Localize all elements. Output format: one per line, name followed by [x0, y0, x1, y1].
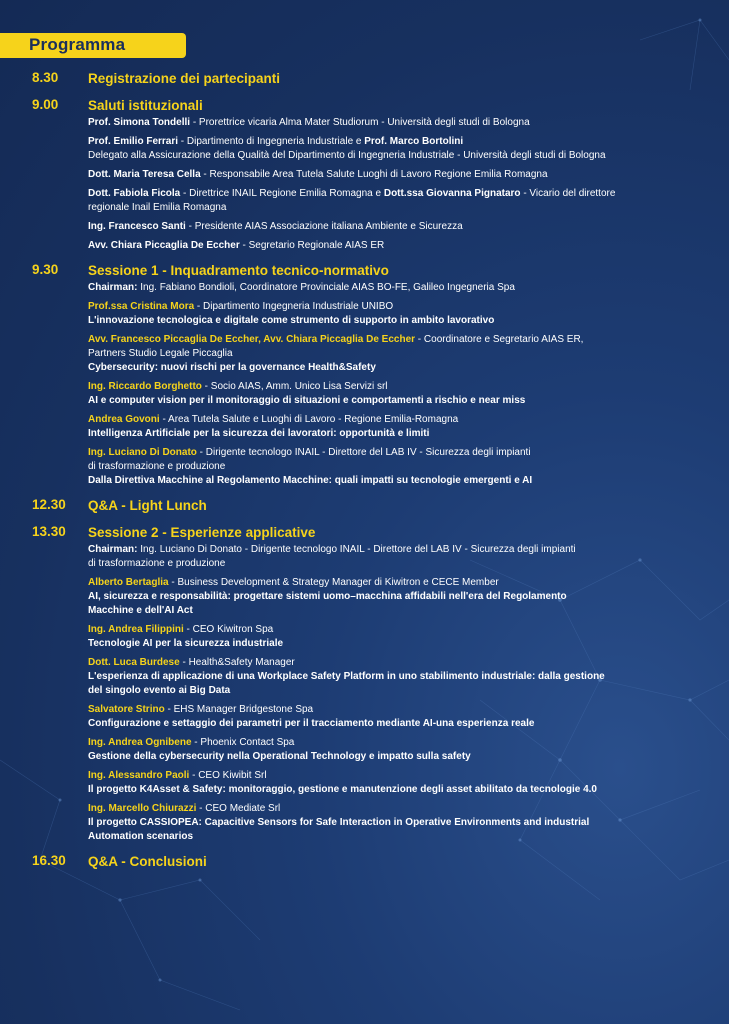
speaker-entry: [88, 446, 710, 488]
session-title: Sessione 1 - Inquadramento tecnico-normativo: [88, 263, 389, 278]
session-title: Sessione 2 - Esperienze applicative: [88, 525, 316, 540]
program-section: [0, 497, 729, 515]
speaker-name: Prof. Emilio Ferrari: [88, 136, 179, 147]
session-items: [88, 543, 710, 844]
speaker-entry: [88, 380, 710, 408]
talk-title: L'innovazione tecnologica e digitale come strumento di supporto in ambito lavorativo: [88, 315, 495, 326]
speaker-name: Dott. Fabiola Ficola: [88, 188, 181, 199]
talk-title: AI e computer vision per il monitoraggio di situazioni e comportamenti a rischio e near miss: [88, 395, 526, 406]
speaker-name: Avv. Chiara Piccaglia De Eccher: [88, 240, 240, 251]
program-section: [0, 853, 729, 871]
speaker-role: - Dipartimento Ingegneria Industriale UNIBO: [194, 301, 394, 312]
speaker-entry: [88, 187, 710, 215]
speaker-name: Prof.ssa Cristina Mora: [88, 301, 195, 312]
talk-title: Configurazione e settaggio dei parametri per il tracciamento mediante AI-una esperienza reale: [88, 718, 535, 729]
speaker-entry: [88, 168, 710, 182]
speaker-entry: [88, 239, 710, 253]
speaker-role: di trasformazione e produzione: [88, 461, 226, 472]
speaker-role: di trasformazione e produzione: [88, 558, 226, 569]
speaker-line: [88, 703, 710, 717]
programma-banner: [0, 33, 186, 58]
speaker-entry: [88, 413, 710, 441]
speaker-role: - EHS Manager Bridgestone Spa: [164, 704, 314, 715]
talk-title: Il progetto CASSIOPEA: Capacitive Sensors for Safe Interaction in Operative Environments and industrial: [88, 817, 590, 828]
program-section: [0, 524, 729, 844]
speaker-entry: [88, 736, 710, 764]
speaker-line: [88, 557, 710, 571]
speaker-line: [88, 413, 710, 427]
session-time: 9.00: [32, 97, 59, 112]
speaker-role: Delegato alla Assicurazione della Qualità del Dipartimento di Ingegneria Industriale - Università degli studi di Bologna: [88, 150, 606, 161]
speaker-name: Alberto Bertaglia: [88, 577, 169, 588]
speaker-entry: [88, 769, 710, 797]
speaker-entry: [88, 220, 710, 234]
speaker-line: [88, 135, 710, 149]
talk-title: Tecnologie AI per la sicurezza industriale: [88, 638, 284, 649]
session-title: Q&A - Light Lunch: [88, 498, 207, 513]
speaker-role: - Socio AIAS, Amm. Unico Lisa Servizi srl: [201, 381, 388, 392]
speaker-role: - CEO Kiwitron Spa: [183, 624, 274, 635]
speaker-line: [88, 168, 710, 182]
speaker-line: [88, 380, 710, 394]
speaker-entry: [88, 300, 710, 328]
speaker-name: Ing. Alessandro Paoli: [88, 770, 190, 781]
speaker-line: [88, 116, 710, 130]
speaker-role: - Dirigente tecnologo INAIL - Direttore del LAB IV - Sicurezza degli impianti: [196, 447, 531, 458]
talk-title: Il progetto K4Asset & Safety: monitoraggio, gestione e manutenzione degli asset abilitato da tecnologie 4.0: [88, 784, 597, 795]
speaker-line: [88, 187, 710, 201]
speaker-entry: [88, 543, 710, 571]
talk-title: Dalla Direttiva Macchine al Regolamento Macchine: quali impatti su tecnologie emergenti e AI: [88, 475, 533, 486]
session-time: 8.30: [32, 70, 59, 85]
speaker-line: [88, 460, 710, 474]
speaker-role: - Business Development & Strategy Manager di Kiwitron e CECE Member: [168, 577, 499, 588]
speaker-name: Andrea Govoni: [88, 414, 160, 425]
talk-title: L'esperienza di applicazione di una Workplace Safety Platform in uno stabilimento industriale: dalla gestione: [88, 671, 605, 682]
speaker-line: [88, 333, 710, 347]
speaker-entry: [88, 703, 710, 731]
speaker-name: Dott. Maria Teresa Cella: [88, 169, 201, 180]
speaker-role: regionale Inail Emilia Romagna: [88, 202, 227, 213]
speaker-entry: [88, 281, 710, 295]
speaker-name: Ing. Francesco Santi: [88, 221, 186, 232]
speaker-role: - Area Tutela Salute e Luoghi di Lavoro - Regione Emilia-Romagna: [159, 414, 459, 425]
talk-title: Intelligenza Artificiale per la sicurezza dei lavoratori: opportunità e limiti: [88, 428, 430, 439]
speaker-name: Chairman:: [88, 544, 138, 555]
speaker-line: [88, 769, 710, 783]
session-time: 12.30: [32, 497, 66, 512]
session-items: [88, 281, 710, 488]
speaker-line: [88, 281, 710, 295]
speaker-line: [88, 446, 710, 460]
program-section: [0, 97, 729, 253]
speaker-name: Prof. Marco Bortolini: [364, 136, 464, 147]
speaker-line: [88, 656, 710, 670]
talk-title: Macchine e dell'AI Act: [88, 605, 193, 616]
speaker-name: Prof. Simona Tondelli: [88, 117, 191, 128]
speaker-line: [88, 576, 710, 590]
speaker-role: - Presidente AIAS Associazione italiana Ambiente e Sicurezza: [185, 221, 463, 232]
program-section: [0, 70, 729, 88]
speaker-name: Chairman:: [88, 282, 138, 293]
speaker-name: Ing. Luciano Di Donato: [88, 447, 197, 458]
program-section: [0, 262, 729, 488]
speaker-name: Ing. Andrea Ognibene: [88, 737, 192, 748]
speaker-role: - Dipartimento di Ingegneria Industriale e: [178, 136, 365, 147]
speaker-line: [88, 543, 710, 557]
speaker-role: Ing. Fabiano Bondioli, Coordinatore Provinciale AIAS BO-FE, Galileo Ingegneria Spa: [137, 282, 515, 293]
speaker-role: - Phoenix Contact Spa: [191, 737, 295, 748]
session-items: [88, 116, 710, 253]
speaker-role: - Direttrice INAIL Regione Emilia Romagna e: [180, 188, 384, 199]
speaker-role: - CEO Kiwibit Srl: [189, 770, 267, 781]
speaker-entry: [88, 802, 710, 844]
speaker-line: [88, 300, 710, 314]
talk-title: Cybersecurity: nuovi rischi per la governance Health&Safety: [88, 362, 376, 373]
talk-title: AI, sicurezza e responsabilità: progettare sistemi uomo–macchina affidabili nell'era del Regolamento: [88, 591, 567, 602]
session-time: 9.30: [32, 262, 59, 277]
speaker-role: - Health&Safety Manager: [179, 657, 295, 668]
speaker-role: - CEO Mediate Srl: [196, 803, 281, 814]
speaker-entry: [88, 656, 710, 698]
speaker-line: [88, 736, 710, 750]
speaker-name: Salvatore Strino: [88, 704, 165, 715]
speaker-entry: [88, 333, 710, 375]
talk-title: Gestione della cybersecurity nella Operational Technology e impatto sulla safety: [88, 751, 471, 762]
speaker-line: [88, 239, 710, 253]
speaker-line: [88, 623, 710, 637]
speaker-name: Dott.ssa Giovanna Pignataro: [383, 188, 521, 199]
speaker-name: Avv. Francesco Piccaglia De Eccher, Avv. Chiara Piccaglia De Eccher: [88, 334, 416, 345]
speaker-role: - Segretario Regionale AIAS ER: [239, 240, 385, 251]
speaker-name: Ing. Riccardo Borghetto: [88, 381, 202, 392]
speaker-line: [88, 802, 710, 816]
session-title: Saluti istituzionali: [88, 98, 203, 113]
session-time: 16.30: [32, 853, 66, 868]
speaker-entry: [88, 135, 710, 163]
speaker-line: [88, 201, 710, 215]
session-title: Q&A - Conclusioni: [88, 854, 207, 869]
speaker-name: Ing. Marcello Chiurazzi: [88, 803, 197, 814]
speaker-role: - Prorettrice vicaria Alma Mater Studiorum - Università degli studi di Bologna: [190, 117, 530, 128]
speaker-role: Ing. Luciano Di Donato - Dirigente tecnologo INAIL - Direttore del LAB IV - Sicurezza degli impianti: [137, 544, 576, 555]
speaker-line: [88, 347, 710, 361]
speaker-entry: [88, 576, 710, 618]
session-title: Registrazione dei partecipanti: [88, 71, 281, 86]
speaker-role: Partners Studio Legale Piccaglia: [88, 348, 233, 359]
speaker-role: - Vicario del direttore: [520, 188, 616, 199]
speaker-line: [88, 149, 710, 163]
program-content: [0, 70, 729, 880]
speaker-name: Ing. Andrea Filippini: [88, 624, 184, 635]
speaker-entry: [88, 623, 710, 651]
speaker-entry: [88, 116, 710, 130]
speaker-role: - Responsabile Area Tutela Salute Luoghi di Lavoro Regione Emilia Romagna: [200, 169, 548, 180]
speaker-line: [88, 220, 710, 234]
session-time: 13.30: [32, 524, 66, 539]
talk-title: del singolo evento ai Big Data: [88, 685, 231, 696]
talk-title: Automation scenarios: [88, 831, 194, 842]
speaker-role: - Coordinatore e Segretario AIAS ER,: [415, 334, 584, 345]
page-title: Programma: [29, 35, 126, 54]
speaker-name: Dott. Luca Burdese: [88, 657, 180, 668]
